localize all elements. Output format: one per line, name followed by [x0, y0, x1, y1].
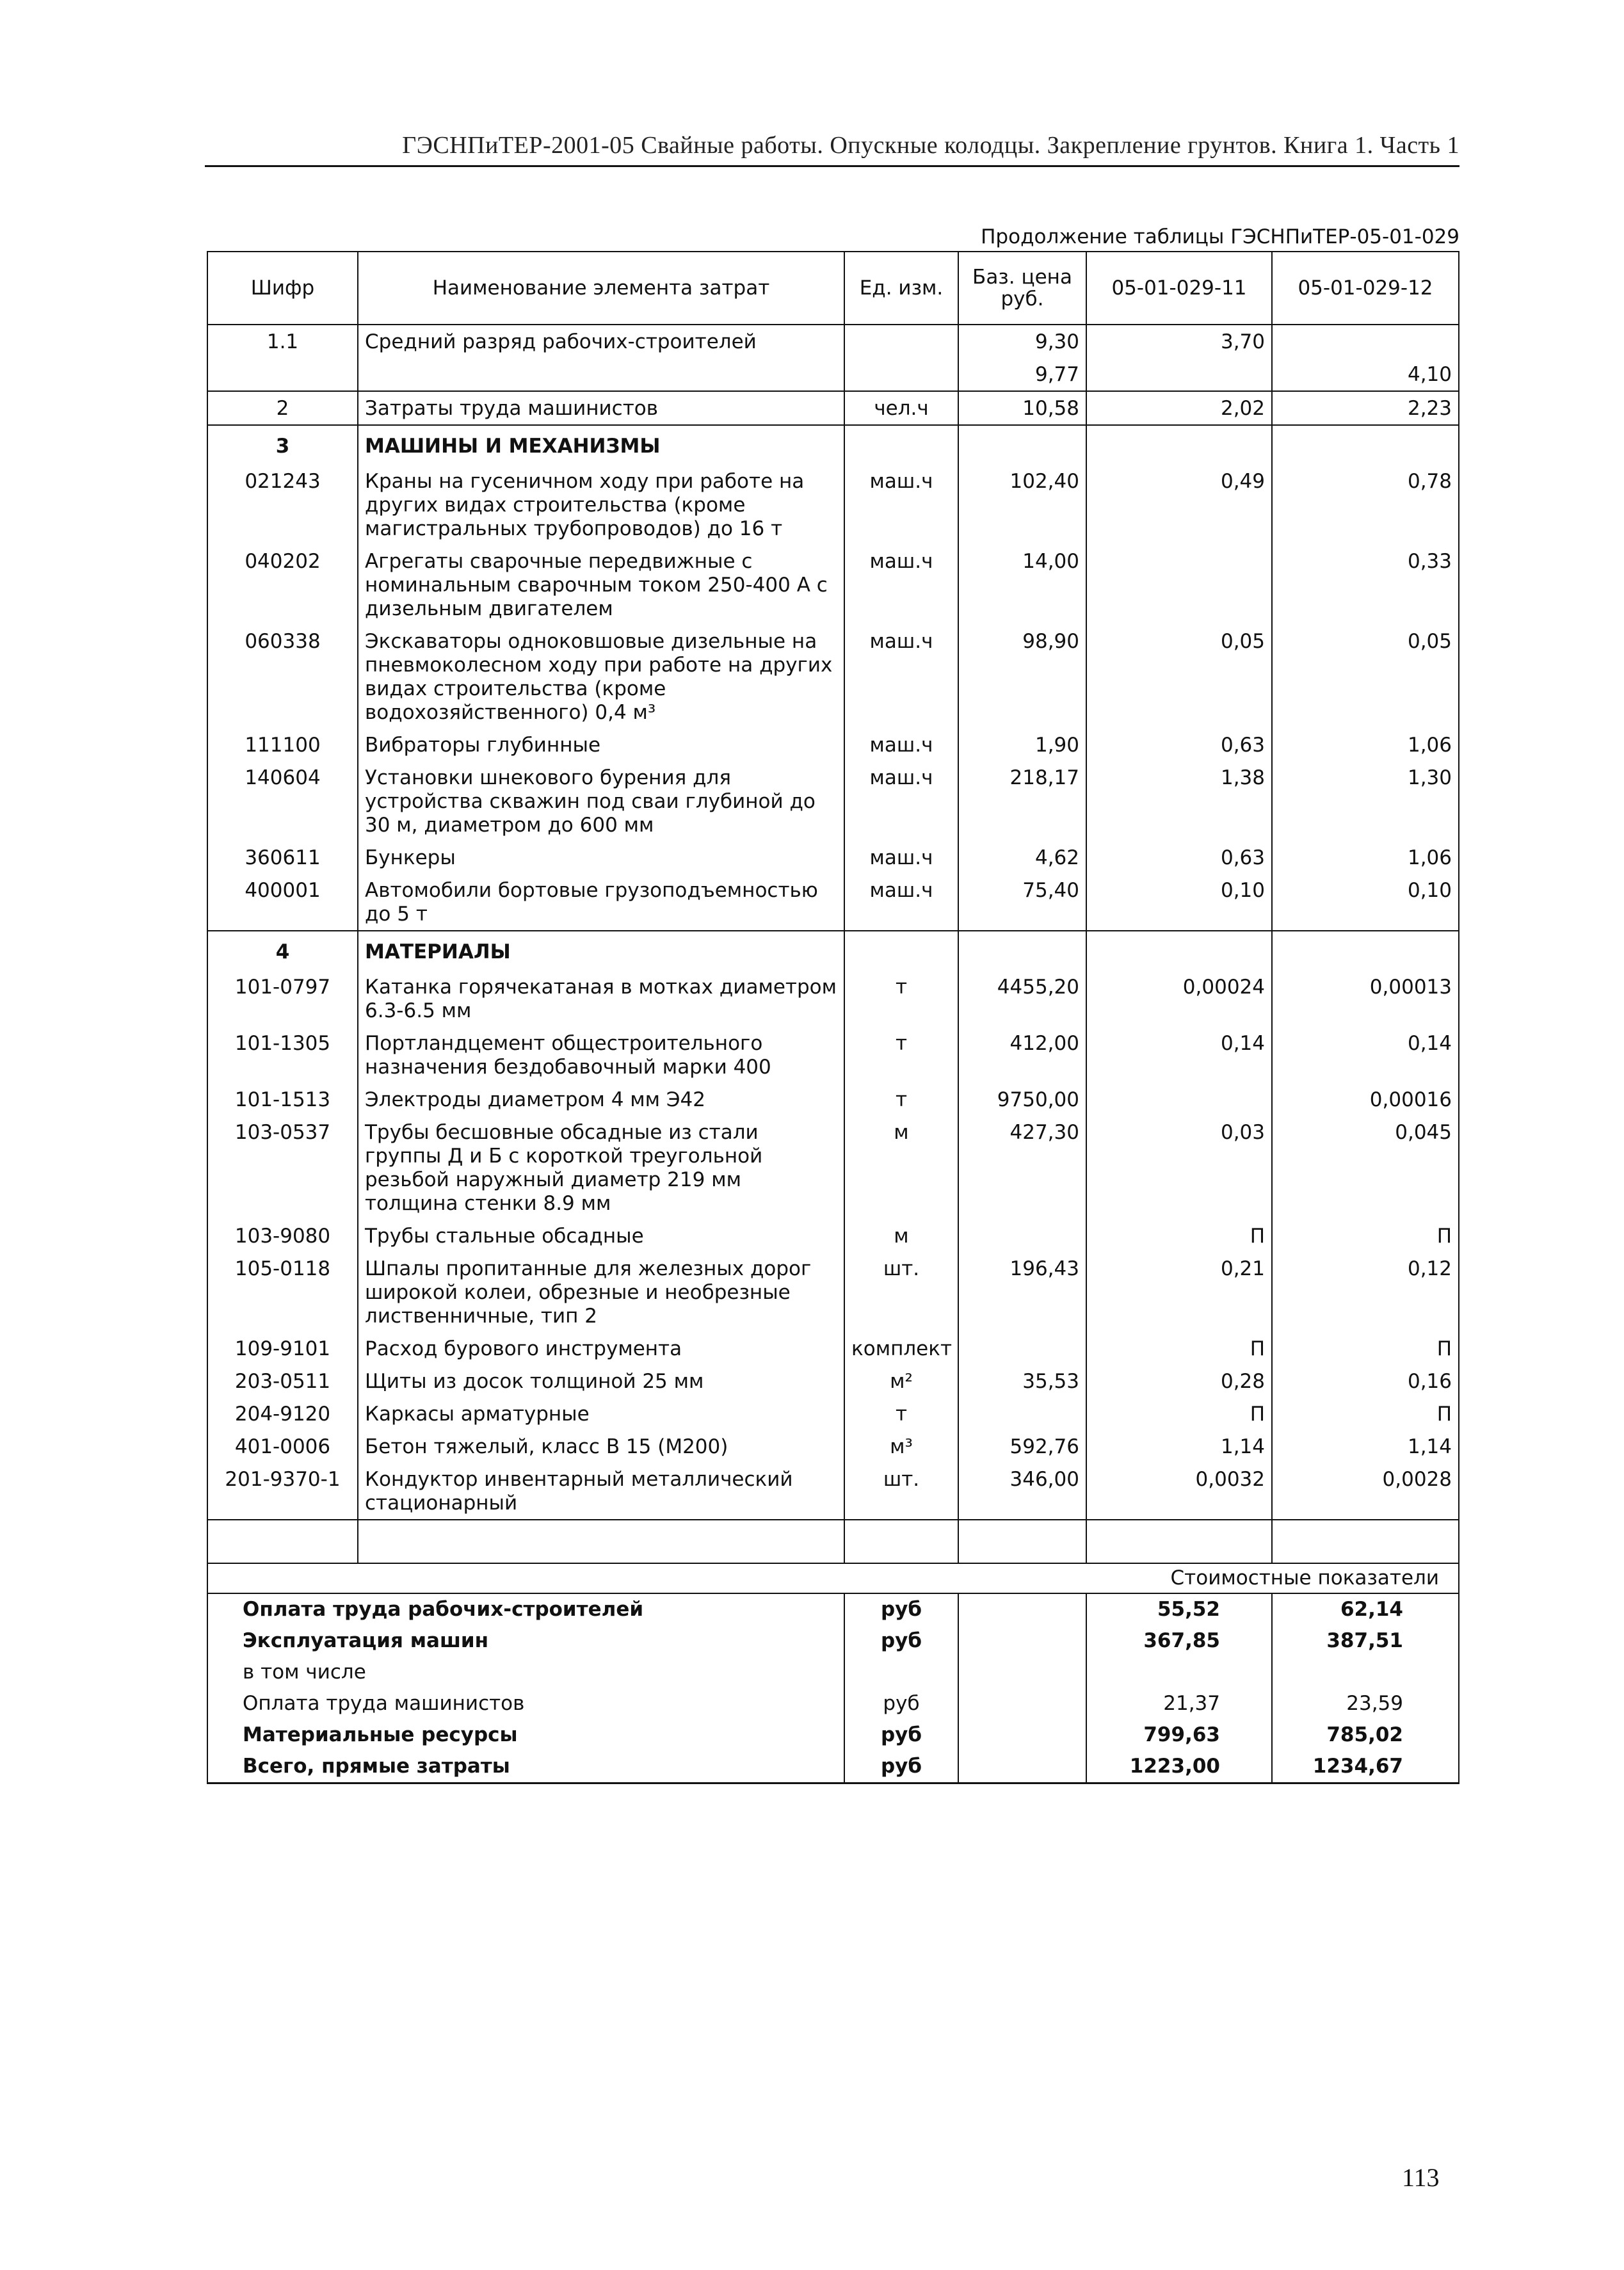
row-c2: П — [1272, 1332, 1459, 1365]
row-price: 4,62 — [958, 841, 1086, 874]
row-c1: 0,03 — [1086, 1116, 1272, 1220]
row-name: Шпалы пропитанные для железных дорог широкой колеи, обрезные и необрезные лиственничные, тип 2 — [358, 1252, 844, 1332]
row-c1: 0,63 — [1086, 728, 1272, 761]
table-row — [207, 465, 1459, 545]
cost-unit: руб — [844, 1593, 958, 1625]
row-c1 — [1086, 358, 1272, 391]
table-row — [207, 1083, 1459, 1116]
col-header-unit: Ед. изм. — [844, 252, 958, 325]
header-rule — [205, 165, 1459, 167]
table-row — [207, 1397, 1459, 1430]
row-c2: 0,16 — [1272, 1365, 1459, 1397]
cost-title: Стоимостные показатели — [207, 1563, 1459, 1593]
row-price — [958, 1397, 1086, 1430]
row-c1: П — [1086, 1332, 1272, 1365]
table-row — [207, 1430, 1459, 1463]
row-code: 203-0511 — [207, 1365, 358, 1397]
row-unit: шт. — [844, 1463, 958, 1520]
row-name: Расход бурового инструмента — [358, 1332, 844, 1365]
row-price: 10,58 — [958, 391, 1086, 425]
cost-label: Оплата труда машинистов — [207, 1688, 844, 1719]
row-c2: П — [1272, 1220, 1459, 1252]
row-name: Автомобили бортовые грузоподъемностью до 5 т — [358, 874, 844, 931]
cost-row — [207, 1719, 1459, 1751]
cost-price-empty — [958, 1751, 1086, 1783]
row-c1: 0,00024 — [1086, 970, 1272, 1027]
row-name: Экскаваторы одноковшовые дизельные на пневмоколесном ходу при работе на других видах строительства (кроме водохозяйственного) 0,4 м³ — [358, 625, 844, 728]
row-unit: чел.ч — [844, 391, 958, 425]
cost-label: в том числе — [207, 1657, 844, 1688]
row-name: Средний разряд рабочих-строителей — [358, 325, 844, 358]
row-c1 — [1086, 545, 1272, 625]
row-code: 103-9080 — [207, 1220, 358, 1252]
row-unit: маш.ч — [844, 841, 958, 874]
row-c2: 0,00013 — [1272, 970, 1459, 1027]
cost-row — [207, 1751, 1459, 1783]
row-unit: маш.ч — [844, 465, 958, 545]
row-code: 140604 — [207, 761, 358, 841]
row-code: 1.1 — [207, 325, 358, 358]
row-name: Бункеры — [358, 841, 844, 874]
col-header-c1: 05-01-029-11 — [1086, 252, 1272, 325]
row-code: 021243 — [207, 465, 358, 545]
row-c2: 0,05 — [1272, 625, 1459, 728]
row-unit: т — [844, 970, 958, 1027]
row-price: 75,40 — [958, 874, 1086, 931]
cost-c1: 367,85 — [1086, 1625, 1272, 1657]
table-row — [207, 970, 1459, 1027]
row-unit — [844, 325, 958, 358]
row-c2: 0,10 — [1272, 874, 1459, 931]
row-name: Затраты труда машинистов — [358, 391, 844, 425]
cost-c1: 799,63 — [1086, 1719, 1272, 1751]
row-c2: 4,10 — [1272, 358, 1459, 391]
row-name: Трубы стальные обсадные — [358, 1220, 844, 1252]
table-header-row — [207, 252, 1459, 325]
row-c2: 0,0028 — [1272, 1463, 1459, 1520]
table-row — [207, 545, 1459, 625]
row-price: 196,43 — [958, 1252, 1086, 1332]
table-row — [207, 1116, 1459, 1220]
row-c1: П — [1086, 1220, 1272, 1252]
cost-label: Оплата труда рабочих-строителей — [207, 1593, 844, 1625]
row-code: 060338 — [207, 625, 358, 728]
row-unit: м — [844, 1220, 958, 1252]
cost-price-empty — [958, 1657, 1086, 1688]
cost-row — [207, 1593, 1459, 1625]
table-row — [207, 1365, 1459, 1397]
row-name: Щиты из досок толщиной 25 мм — [358, 1365, 844, 1397]
section-row-materials — [207, 931, 1459, 970]
row-code: 105-0118 — [207, 1252, 358, 1332]
row-price: 346,00 — [958, 1463, 1086, 1520]
row-code: 400001 — [207, 874, 358, 931]
row-c1: 0,05 — [1086, 625, 1272, 728]
row-c2: 1,06 — [1272, 728, 1459, 761]
row-unit: маш.ч — [844, 761, 958, 841]
row-name: Трубы бесшовные обсадные из стали группы Д и Б с короткой треугольной резьбой наружный диаметр 219 мм толщина стенки 8.9 мм — [358, 1116, 844, 1220]
cost-c1: 55,52 — [1086, 1593, 1272, 1625]
table-row — [207, 1332, 1459, 1365]
section-title: МАШИНЫ И МЕХАНИЗМЫ — [358, 425, 844, 465]
row-price: 14,00 — [958, 545, 1086, 625]
row-code: 204-9120 — [207, 1397, 358, 1430]
cost-c1 — [1086, 1657, 1272, 1688]
cost-price-empty — [958, 1719, 1086, 1751]
table-row — [207, 625, 1459, 728]
row-c2: 0,78 — [1272, 465, 1459, 545]
row-code: 360611 — [207, 841, 358, 874]
row-code: 101-0797 — [207, 970, 358, 1027]
row-price: 592,76 — [958, 1430, 1086, 1463]
cost-unit — [844, 1657, 958, 1688]
row-name: Вибраторы глубинные — [358, 728, 844, 761]
cost-price-empty — [958, 1625, 1086, 1657]
row-code: 103-0537 — [207, 1116, 358, 1220]
cost-label: Всего, прямые затраты — [207, 1751, 844, 1783]
row-price: 9,30 — [958, 325, 1086, 358]
row-c2: 0,00016 — [1272, 1083, 1459, 1116]
row-price: 427,30 — [958, 1116, 1086, 1220]
row-price — [958, 1220, 1086, 1252]
cost-row — [207, 1625, 1459, 1657]
table-row — [207, 728, 1459, 761]
row-c1: 0,28 — [1086, 1365, 1272, 1397]
resource-table — [207, 251, 1459, 1784]
row-code: 109-9101 — [207, 1332, 358, 1365]
row-c2: 0,12 — [1272, 1252, 1459, 1332]
row-name: Катанка горячекатаная в мотках диаметром 6.3-6.5 мм — [358, 970, 844, 1027]
cost-row — [207, 1688, 1459, 1719]
row-name: Электроды диаметром 4 мм Э42 — [358, 1083, 844, 1116]
row-unit: т — [844, 1027, 958, 1083]
cost-unit: руб — [844, 1688, 958, 1719]
row-unit: маш.ч — [844, 625, 958, 728]
row-price: 35,53 — [958, 1365, 1086, 1397]
row-price: 218,17 — [958, 761, 1086, 841]
row-unit — [844, 358, 958, 391]
cost-label: Эксплуатация машин — [207, 1625, 844, 1657]
row-unit: т — [844, 1397, 958, 1430]
row-code — [207, 358, 358, 391]
row-unit: маш.ч — [844, 874, 958, 931]
row-name: Установки шнекового бурения для устройства скважин под сваи глубиной до 30 м, диаметром до 600 мм — [358, 761, 844, 841]
row-c2: 0,33 — [1272, 545, 1459, 625]
cost-c2: 23,59 — [1272, 1688, 1459, 1719]
row-unit: м — [844, 1116, 958, 1220]
cost-unit: руб — [844, 1719, 958, 1751]
cost-c2 — [1272, 1657, 1459, 1688]
row-unit: шт. — [844, 1252, 958, 1332]
section-code: 4 — [207, 931, 358, 970]
col-header-price: Баз. цена руб. — [958, 252, 1086, 325]
cost-label: Материальные ресурсы — [207, 1719, 844, 1751]
row-name — [358, 358, 844, 391]
row-code: 111100 — [207, 728, 358, 761]
cost-c1: 1223,00 — [1086, 1751, 1272, 1783]
row-price: 98,90 — [958, 625, 1086, 728]
table-row — [207, 358, 1459, 391]
table-row — [207, 1463, 1459, 1520]
row-unit: м² — [844, 1365, 958, 1397]
row-code: 201-9370-1 — [207, 1463, 358, 1520]
cost-unit: руб — [844, 1751, 958, 1783]
row-name: Каркасы арматурные — [358, 1397, 844, 1430]
table-row — [207, 325, 1459, 358]
row-c1: 0,0032 — [1086, 1463, 1272, 1520]
cost-c2: 62,14 — [1272, 1593, 1459, 1625]
row-name: Бетон тяжелый, класс В 15 (М200) — [358, 1430, 844, 1463]
row-c2 — [1272, 325, 1459, 358]
col-header-code: Шифр — [207, 252, 358, 325]
row-unit: маш.ч — [844, 728, 958, 761]
col-header-c2: 05-01-029-12 — [1272, 252, 1459, 325]
row-c1: 0,10 — [1086, 874, 1272, 931]
row-c2: 1,06 — [1272, 841, 1459, 874]
cost-c2: 785,02 — [1272, 1719, 1459, 1751]
row-c1: 1,38 — [1086, 761, 1272, 841]
row-c2: 0,045 — [1272, 1116, 1459, 1220]
row-code: 101-1513 — [207, 1083, 358, 1116]
row-code: 040202 — [207, 545, 358, 625]
row-code: 2 — [207, 391, 358, 425]
row-name: Кондуктор инвентарный металлический стационарный — [358, 1463, 844, 1520]
row-unit: м³ — [844, 1430, 958, 1463]
cost-price-empty — [958, 1688, 1086, 1719]
row-price: 102,40 — [958, 465, 1086, 545]
row-price — [958, 1332, 1086, 1365]
section-row-machines — [207, 425, 1459, 465]
row-c1: 0,14 — [1086, 1027, 1272, 1083]
row-c2: 1,30 — [1272, 761, 1459, 841]
row-code: 401-0006 — [207, 1430, 358, 1463]
cost-c1: 21,37 — [1086, 1688, 1272, 1719]
row-code: 101-1305 — [207, 1027, 358, 1083]
row-c1: 1,14 — [1086, 1430, 1272, 1463]
row-price: 4455,20 — [958, 970, 1086, 1027]
running-header: ГЭСНПиТЕР-2001-05 Свайные работы. Опускные колодцы. Закрепление грунтов. Книга 1. Часть 1 — [402, 132, 1459, 159]
row-c1: 2,02 — [1086, 391, 1272, 425]
row-c1: 0,21 — [1086, 1252, 1272, 1332]
row-c2: 1,14 — [1272, 1430, 1459, 1463]
page-number: 113 — [1402, 2163, 1440, 2192]
row-c2: 2,23 — [1272, 391, 1459, 425]
row-c2: 0,14 — [1272, 1027, 1459, 1083]
row-price: 412,00 — [958, 1027, 1086, 1083]
row-name: Портландцемент общестроительного назначения бездобавочный марки 400 — [358, 1027, 844, 1083]
row-c2: П — [1272, 1397, 1459, 1430]
cost-price-empty — [958, 1593, 1086, 1625]
cost-unit: руб — [844, 1625, 958, 1657]
table-row — [207, 391, 1459, 425]
table-row — [207, 1220, 1459, 1252]
row-c1 — [1086, 1083, 1272, 1116]
row-unit: т — [844, 1083, 958, 1116]
table-row — [207, 1027, 1459, 1083]
row-c1: 0,63 — [1086, 841, 1272, 874]
cost-c2: 387,51 — [1272, 1625, 1459, 1657]
row-price: 1,90 — [958, 728, 1086, 761]
cost-title-row — [207, 1563, 1459, 1593]
section-title: МАТЕРИАЛЫ — [358, 931, 844, 970]
table-row — [207, 841, 1459, 874]
row-c1: П — [1086, 1397, 1272, 1430]
row-price: 9,77 — [958, 358, 1086, 391]
cost-row — [207, 1657, 1459, 1688]
row-name: Краны на гусеничном ходу при работе на других видах строительства (кроме магистральных трубопроводов) до 16 т — [358, 465, 844, 545]
table-row — [207, 1252, 1459, 1332]
row-price: 9750,00 — [958, 1083, 1086, 1116]
cost-c2: 1234,67 — [1272, 1751, 1459, 1783]
row-c1: 3,70 — [1086, 325, 1272, 358]
row-name: Агрегаты сварочные передвижные с номинальным сварочным током 250-400 А с дизельным двигателем — [358, 545, 844, 625]
row-unit: маш.ч — [844, 545, 958, 625]
col-header-name: Наименование элемента затрат — [358, 252, 844, 325]
row-unit: комплект — [844, 1332, 958, 1365]
table-continuation-label: Продолжение таблицы ГЭСНПиТЕР-05-01-029 — [981, 225, 1459, 248]
row-c1: 0,49 — [1086, 465, 1272, 545]
section-code: 3 — [207, 425, 358, 465]
table-row — [207, 874, 1459, 931]
spacer-row — [207, 1520, 1459, 1563]
table-row — [207, 761, 1459, 841]
